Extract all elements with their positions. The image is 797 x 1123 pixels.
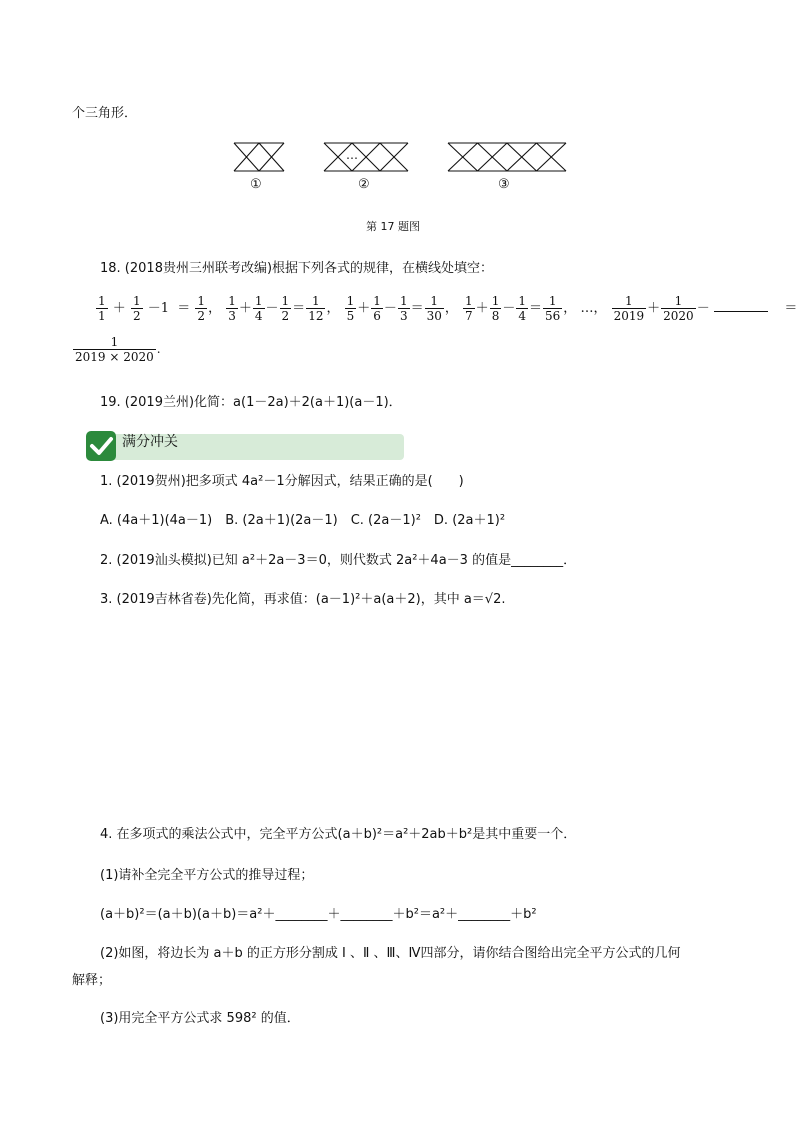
q19: 19. (2019兰州)化简：a(1－2a)＋2(a＋1)(a－1)． xyxy=(100,395,402,410)
problem-4-part3: (3)用完全平方公式求 598² 的值． xyxy=(100,1011,300,1026)
q18-intro: 18. (2018贵州三州联考改编)根据下列各式的规律，在横线处填空： xyxy=(100,261,494,276)
figure-dots: … xyxy=(346,148,358,162)
figure-label-2: ② xyxy=(358,177,370,192)
checkmark-icon xyxy=(86,431,116,461)
problem-4-part1: (1)请补全完全平方公式的推导过程； xyxy=(100,868,314,883)
problem-4-part2: (2)如图，将边长为 a＋b 的正方形分割成 Ⅰ 、Ⅱ 、Ⅲ、Ⅳ四部分，请你结合图给出完全平方公式的几何 xyxy=(100,946,681,961)
pattern-2 xyxy=(324,143,408,171)
problem-4-intro: 4. 在多项式的乘法公式中，完全平方公式(a＋b)²＝a²＋2ab＋b²是其中重要一个． xyxy=(100,827,577,842)
figure-caption: 第 17 题图 xyxy=(366,220,420,233)
problem-1-options: A. (4a＋1)(4a－1) B. (2a＋1)(2a－1) C. (2a－1)² D. (2a＋1)² xyxy=(100,513,506,528)
problem-4-derivation: (a＋b)²＝(a＋b)(a＋b)＝a²＋________＋________＋b²＝a²＋________＋b² xyxy=(100,907,537,922)
problem-3: 3. (2019吉林省卷)先化简，再求值：(a－1)²＋a(a＋2)，其中 a＝√2. xyxy=(100,592,506,607)
triangle-pattern-figure xyxy=(228,140,608,176)
answer-blank[interactable] xyxy=(714,299,768,312)
continued-text: 个三角形． xyxy=(72,106,138,121)
problem-4-part2-cont: 解释； xyxy=(72,973,112,988)
figure-label-3: ③ xyxy=(498,177,510,192)
q18-last-fraction: $\frac{1}{2019 \times 2020}$ . xyxy=(75,335,161,364)
pattern-1 xyxy=(234,143,284,171)
figure-label-1: ① xyxy=(250,177,262,192)
q18-equation-line: $\frac{1}{1}$ ＋ $\frac{1}{2}$ －1 ＝ $\frac{1}{2}$ ， $\frac{1}{3}$ ＋ $\frac{1}{4}$ － $\frac{1}{2}$ ＝ $\frac{1}{12}$ ， $\frac{1}{5}$ ＋ $\frac{1}{6}$ － $\frac{1}{3}$ ＝ $\frac{1}{30}$ ， $\frac{1}{7}$ ＋ $\frac{1}{8}$ － $\frac{1}{4}$ ＝ $\frac{1}{56}$ ， …， $\frac{1}{2019}$ ＋ $\frac{1}{2020}$ － ＝ xyxy=(98,294,797,323)
section-title: 满分冲关 xyxy=(122,434,178,450)
problem-1: 1. (2019贺州)把多项式 4a²－1分解因式，结果正确的是( ) xyxy=(100,474,464,489)
pattern-3 xyxy=(448,143,566,171)
problem-2: 2. (2019汕头模拟)已知 a²＋2a－3＝0，则代数式 2a²＋4a－3 的值是________． xyxy=(100,553,577,568)
